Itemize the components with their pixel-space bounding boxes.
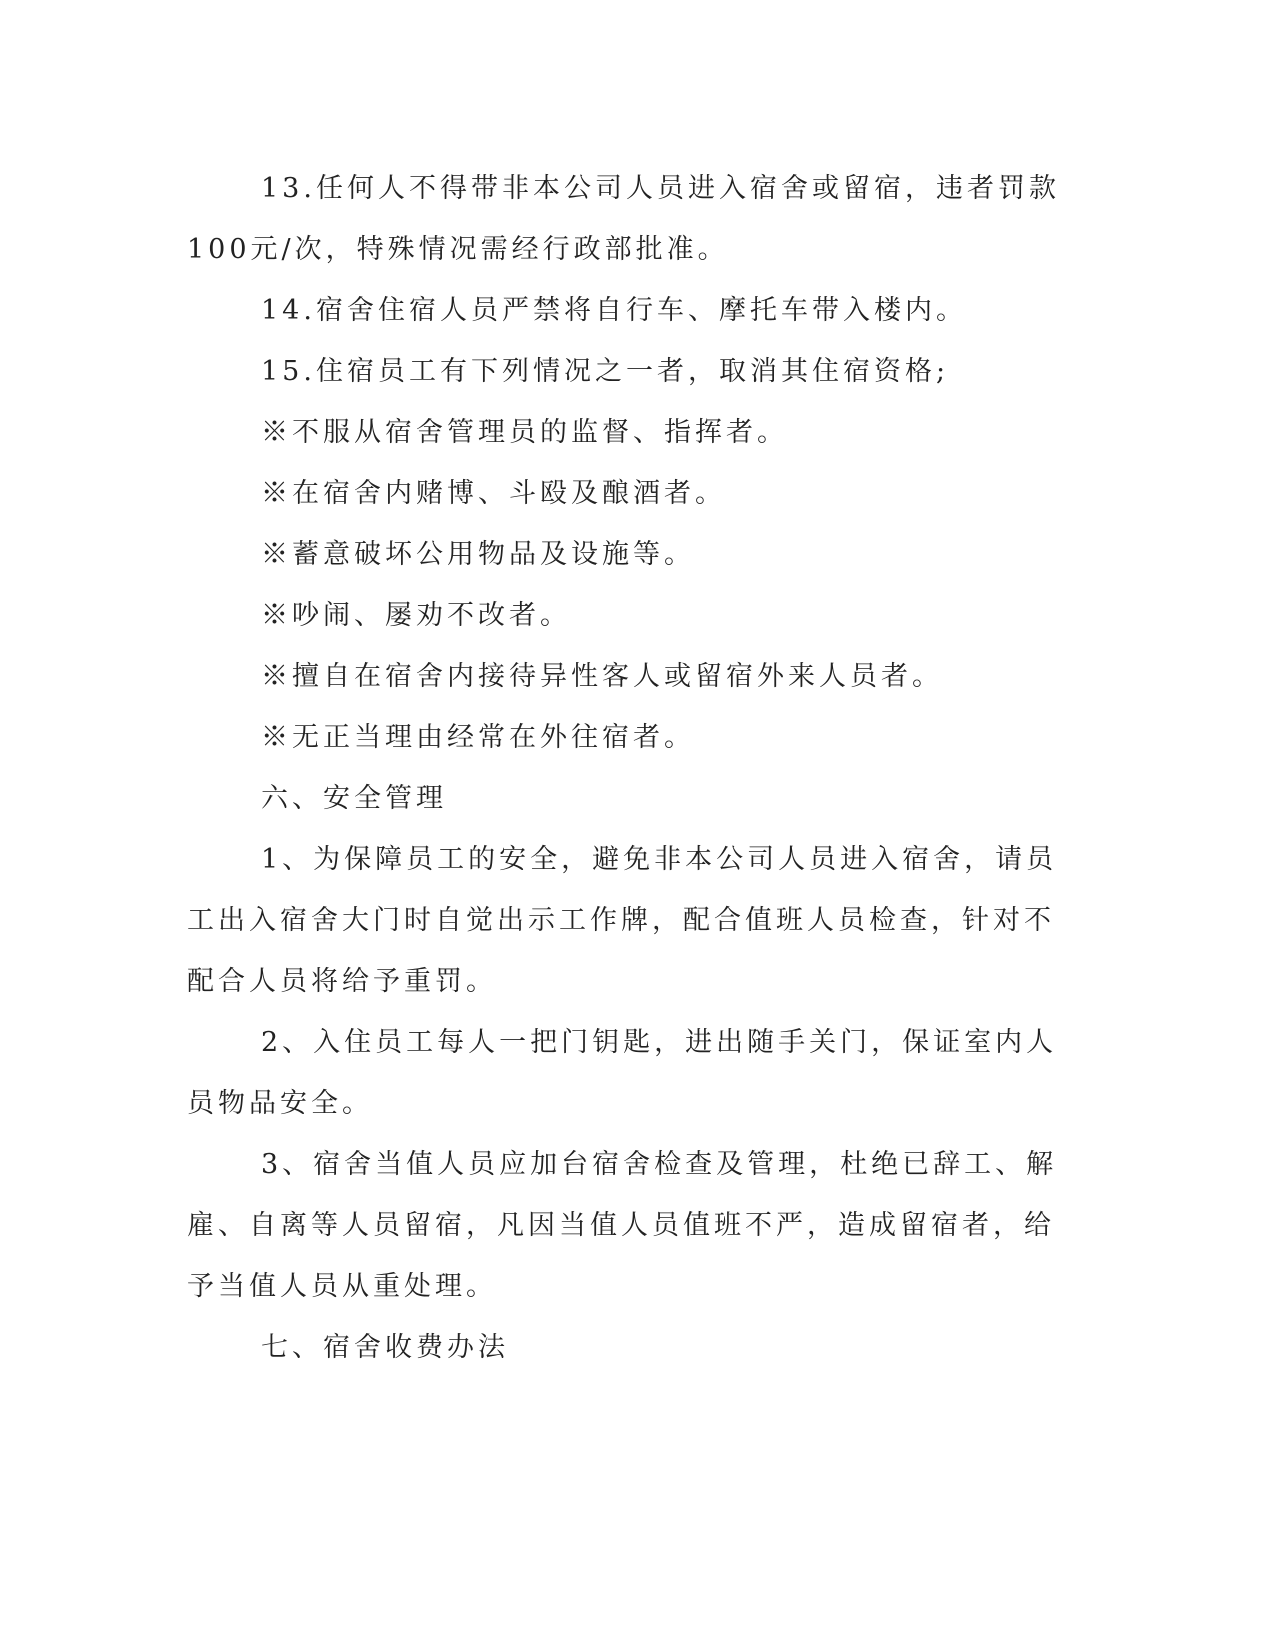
paragraph-rule-15: 15.住宿员工有下列情况之一者，取消其住宿资格; — [261, 356, 950, 387]
list-item-gambling: ※在宿舍内赌博、斗殴及酿酒者。 — [261, 478, 726, 509]
paragraph-rule-13: 13.任何人不得带非本公司人员进入宿舍或留宿，违者罚款100元/次，特殊情况需经行政部批准。 — [187, 173, 1060, 265]
document-body — [187, 158, 1077, 1378]
list-item-disobey: ※不服从宿舍管理员的监督、指挥者。 — [261, 417, 788, 448]
list-item-absence: ※无正当理由经常在外往宿者。 — [261, 722, 695, 753]
list-item-guests: ※擅自在宿舍内接待异性客人或留宿外来人员者。 — [261, 661, 943, 692]
paragraph-safety-1: 1、为保障员工的安全，避免非本公司人员进入宿舍，请员工出入宿舍大门时自觉出示工作牌，配合值班人员检查，针对不配合人员将给予重罚。 — [187, 844, 1058, 997]
paragraph-safety-3: 3、宿舍当值人员应加台宿舍检查及管理，杜绝已辞工、解雇、自离等人员留宿，凡因当值人员值班不严，造成留宿者，给予当值人员从重处理。 — [187, 1149, 1058, 1302]
section-heading-fees: 七、宿舍收费办法 — [261, 1332, 509, 1363]
paragraph-rule-14: 14.宿舍住宿人员严禁将自行车、摩托车带入楼内。 — [261, 295, 967, 326]
section-heading-safety: 六、安全管理 — [261, 783, 447, 814]
list-item-noise: ※吵闹、屡劝不改者。 — [261, 600, 571, 631]
list-item-vandalism: ※蓄意破坏公用物品及设施等。 — [261, 539, 695, 570]
paragraph-safety-2: 2、入住员工每人一把门钥匙，进出随手关门，保证室内人员物品安全。 — [187, 1027, 1058, 1119]
